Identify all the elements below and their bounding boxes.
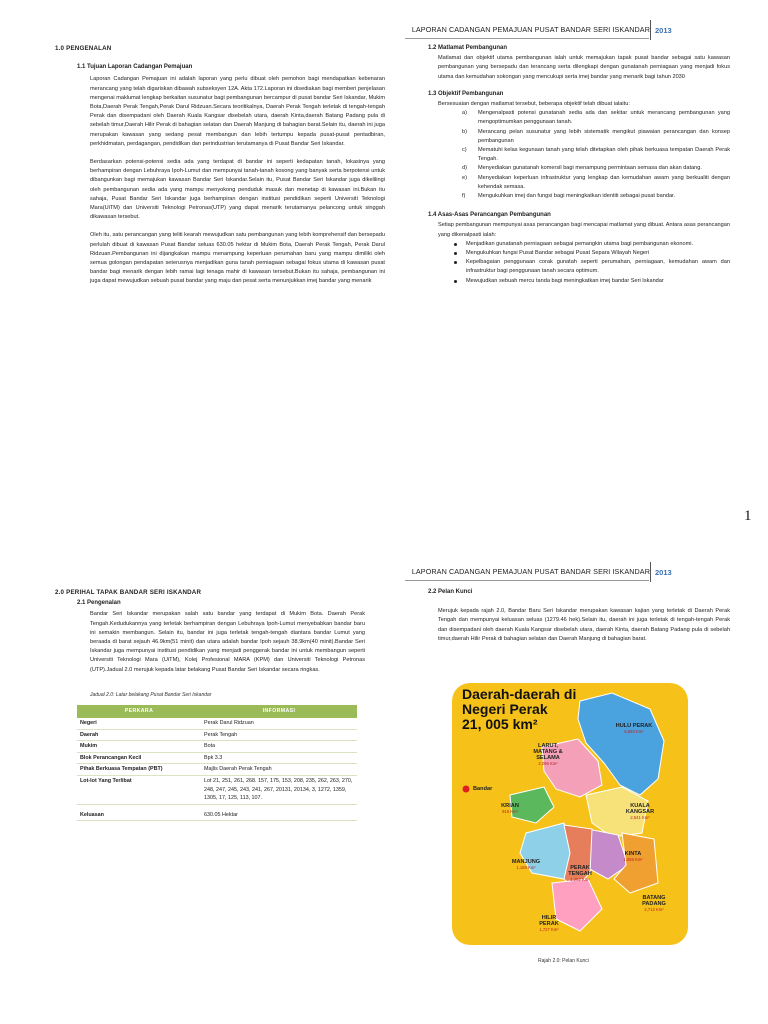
map-label-krian: KRIAN 916 Km² <box>501 803 519 814</box>
list-item: d) Menyediakan gunatanah komersil bagi menampung permintaan semasa dan akan datang. <box>462 165 702 172</box>
subsection-heading-2-2: 2.2 Pelan Kunci <box>428 589 473 595</box>
table-header: PERKARA <box>77 705 201 718</box>
subsection-heading-2-1: 2.1 Pengenalan <box>77 600 121 607</box>
paragraph: Bandar Seri Iskandar merupakan salah satu bandar yang terdapat di Mukim Bota. Daerah Perak Tengah.Kedudukannya yang terletak berhampiran dengan Lebuhraya Ipoh-Lumut menyebabkan bandar baru ini semakin membangun. Selain itu, bandar ini juga terletak tengah-tengah diantara bandar Lumut yang beraada di barat sejauh 46.9km(51 minit) dan utara adalah bandar Ipoh sejauh 38.9km(40 minit).Bandar Seri Iskandar juga mempunyai institusi pendidikan yang menjadi penggerak bandar ini untuk membangun seperti Universiti Teknologi Mara (UiTM), Kolej Profesional MARA (KPM) dan Universiti Teknologi Petronas (UTP).Jadual 2.0 merujuk kepada latar belakang Pusat Bandar Seri Iskandar secara ringkas. <box>90 611 365 673</box>
table-row: Blok Perancangan Kecil Bpk 3.3 <box>77 752 357 764</box>
page-number: 1 <box>744 508 752 524</box>
section-heading-1: 1.0 PENGENALAN <box>55 45 112 52</box>
list-item: b) Merancang pelan susunatur yang lebih sistematik mengikut piawaian perancangan dan konsep pembangunan <box>462 128 730 144</box>
header-year: 2013 <box>655 26 672 35</box>
map-label-kuala-kangsar: KUALA KANGSAR 2,541 Km² <box>625 803 655 820</box>
paragraph: Bersesuaian dengan matlamat tersebut, beberapa objektif telah dibuat ialaitu: <box>438 101 630 108</box>
subsection-heading-1-1: 1.1 Tujuan Laporan Cadangan Pemajuan <box>77 64 193 71</box>
list-item: f) Mengukuhkan imej dan fungsi bagi meningkatkan identiti sebagai pusat bandar. <box>462 193 676 200</box>
paragraph: Setiap pembangunan mempunyai asas perancangan bagi mencapai matlamat yang dibuat. Antara asas perancangan yang dikenalpasti ialah: <box>438 222 730 238</box>
table-row: Lot-lot Yang Terlibat Lot 21, 251, 261, 268. 157, 175, 153, 208, 235, 262, 263, 270, 248, 247, 245, 243, 241, 267, 20131, 20134, 3, 1272, 1359, 1305, 17, 125, 113, 107. <box>77 776 357 805</box>
map-label-hulu-perak: HULU PERAK 6,563 Km² <box>615 723 653 734</box>
page1-left-column <box>55 44 385 287</box>
paragraph: Merujuk kepada rajah 2.0, Bandar Baru Seri Iskandar merupakan kawasan kajian yang terletak di Daerah Perak Tengah dan mempunyai keluasan seluas (1279.46 hek).Selain itu, daerah ini juga terletak di tengah-tengah Perak dan disempadani oleh daerah Kuala Kangsar disebelah utara, daerah Kinta, daerah Batang Padang pula di sebelah timur,daerah Hilir Perak di bahagian selatan dan Daerah Manjung di bahagian barat. <box>438 608 730 642</box>
table-row: Keluasan 630.05 Hektar <box>77 804 357 821</box>
header-divider <box>650 562 651 582</box>
header-year: 2013 <box>655 568 672 577</box>
bases-list <box>450 240 730 286</box>
map-title-line-3: 21, 005 km² <box>462 716 538 732</box>
header-rule <box>405 580 649 581</box>
map-legend-bandar: Bandar <box>473 786 493 792</box>
page-header-title: LAPORAN CADANGAN PEMAJUAN PUSAT BANDAR SERI ISKANDAR <box>411 25 650 34</box>
page1-right-column <box>428 44 730 286</box>
header-rule <box>405 38 649 39</box>
list-item: a) Mengenalpasti potensi gunatanah sedia ada dan sekitar untuk merancang pembangunan yang mengoptimumkan penggunaan tanah. <box>462 110 730 126</box>
objectives-list <box>462 109 730 201</box>
list-item: Menjadikan gunatanah perniagaan sebagai pemangkin utama bagi pembangunan ekonomi. <box>450 240 730 249</box>
perak-district-map <box>452 683 688 945</box>
figure-caption: Rajah 2.0: Pelan Kunci <box>538 958 589 964</box>
list-item: c) Mematuhi kelas kegunaan tanah yang telah ditetapkan oleh pihak berkuasa tempatan Daerah Perak Tengah. <box>462 147 730 163</box>
list-item: e) Menyediakan keperluan infrastruktur yang lengkap dan kemudahan awam yang berkualiti dengan kehendak semasa. <box>462 174 730 190</box>
map-label-batang-padang: BATANG PADANG 2,712 Km² <box>642 895 666 912</box>
map-label-hilir-perak: HILIR PERAK 1,727 Km² <box>539 915 559 932</box>
paragraph: Laporan Cadangan Pemajuan ini adalah laporan yang perlu dibuat oleh pemohon bagi mendapatkan kebenaran merancang yang telah digariskan dibawah subseksyen 12A. Akta 172.Laporan ini disediakan bagi memberi penjelasan mengenai maklumat lengkap berkaitan susunatur bagi pembangunan bercampur di pusat bandar Seri Iskandar, Mukim Bota,Daerah Perak Tengah,Perak Darul Ridzuan.Secara teoritikalnya, Daerah Perak Tengah terletak di tengah-tengah Perak dan disempadani oleh Daerah Kuala Kangsar disebelah utara, daerah Kinta,daerah Batang Padang pula di sebelah timur,Daerah Hilir Perak di bahagian selatan dan Daerah Manjung di bahagian barat.Selain itu, daerah ini juga merupakan kawasan yang sedang pesat membangun dan lebih tertumpu kepada pusat-pusat pentadbiran, perkhidmatan, perdagangan, pendidikan dan perindustrian terutamanya di Pusat Bandar Seri Iskandar. <box>90 76 385 147</box>
map-label-manjung: MANJUNG 1,168 Km² <box>511 859 541 870</box>
page-header-title: LAPORAN CADANGAN PEMAJUAN PUSAT BANDAR SERI ISKANDAR <box>411 567 650 576</box>
header-divider <box>650 20 651 40</box>
table-row: Mukim Bota <box>77 741 357 753</box>
table-row: Pihak Berkuasa Tempatan (PBT) Majlis Daerah Perak Tengah <box>77 764 357 776</box>
list-item: Kepelbagaian penggunaan corak gunatah seperti perumahan, perniagaan, kemudahan awam dan infrastruktur bagi penggunaan tanah secara optimum. <box>450 258 730 276</box>
table-caption: Jadual 2.0: Latar belakang Pusat Bandar Seri Iskandar <box>90 691 212 698</box>
list-item: Mewujudkan sebuah mercu tanda bagi meningkatkan imej bandar Seri Iskandar <box>450 277 730 286</box>
map-title-line-1: Daerah-daerah di <box>462 686 577 702</box>
table-header: INFORMASI <box>201 705 357 718</box>
section-heading-2: 2.0 PERIHAL TAPAK BANDAR SERI ISKANDAR <box>55 589 202 596</box>
subsection-heading-1-2: 1.2 Matlamat Pembangunan <box>428 45 508 51</box>
subsection-heading-1-4: 1.4 Asas-Asas Perancangan Pembangunan <box>428 212 551 219</box>
paragraph: Oleh itu, satu perancangan yang teliti kearah mewujudkan satu pembangunan yang lebih komprehensif dan bersepadu perlulah dibuat di kawasan Pusat Bandar seluas 630.05 hektar di Mukim Bota, Daerah Perak Tengah, Perak Darul Ridzuan.Pembangunan ini dijangkakan mampu menampung keperluan perumahan baru yang mampu dimiliki oleh semua golongan pendapatan seterusnya menjadikan guna tanah perniagaan sebagai fokus utama di kawasan pusat bandar bagi menarik dengan lebih ramai lagi tenaga mahir di kawasan tersebut.Bukan itu sahaja, pembangunan ini juga dapat mewujudkan sebuah pusat bandar yang maju dan pesat serta menunjukkan imej bandar yang menarik <box>90 232 385 285</box>
map-title-line-2: Negeri Perak <box>462 701 548 717</box>
subsection-heading-1-3: 1.3 Objektif Pembangunan <box>428 90 504 97</box>
map-label-kinta: KINTA 1,958 Km² <box>623 851 643 862</box>
page-2 <box>0 560 768 1024</box>
map-label-larut: LARUT, MATANG & SELAMA 2,096 Km² <box>533 743 563 766</box>
table-row: Negeri Perak Darul Ridzuan <box>77 718 357 729</box>
paragraph: Matlamat dan objektif utama pembangunan ialah untuk memajukan tapak pusat bandar sebagai satu kawasan pembangunan yang bersepadu dan terancang serta dilengkapi dengan gunatanah perniagaan yang menjadi fokus utama dan kemudahan sokongan yang mencukupi serta imej bandar yang menarik bagi tahun 2030 <box>438 55 730 80</box>
page2-left-column <box>55 588 365 821</box>
page2-right-column <box>428 588 730 644</box>
table-row: Daerah Perak Tengah <box>77 729 357 741</box>
info-table <box>77 705 357 821</box>
paragraph: Berdasarkan potensi-potensi sedia ada yang terdapat di bandar ini seperti kedapatan tanah, lokasinya yang berhampiran dengan Lebuhraya Ipoh-Lumut dan mempunyai tanah-tanah kosong yang banyak serta berpotensi untuk dibangunkan bagi memajukan kawasan Bandar Seri Iskandar.Selain itu, Pusat Bandar Seri Iskandar juga dikelilingi oleh pembangunan sedia ada yang mampu menyokong penduduk masuk dan menetap di kawasan ini.Bukan itu sahaja, Pusat Bandar Seri Iskandar juga berhampiran dengan institusi pendidikan seperti Universiti Teknologi Mara(UiTM) dan Universiti Teknologi Petronas(UTP) yang dapat menarik terutamanya pelancong untuk singgah dikawasan tersebut. <box>90 159 385 221</box>
map-label-perak-tengah: PERAK TENGAH 1,282 Km² <box>568 865 592 882</box>
list-item: Mengukuhkan fungsi Pusat Bandar sebagai Pusat Separa Wilayah Negeri <box>450 249 730 258</box>
